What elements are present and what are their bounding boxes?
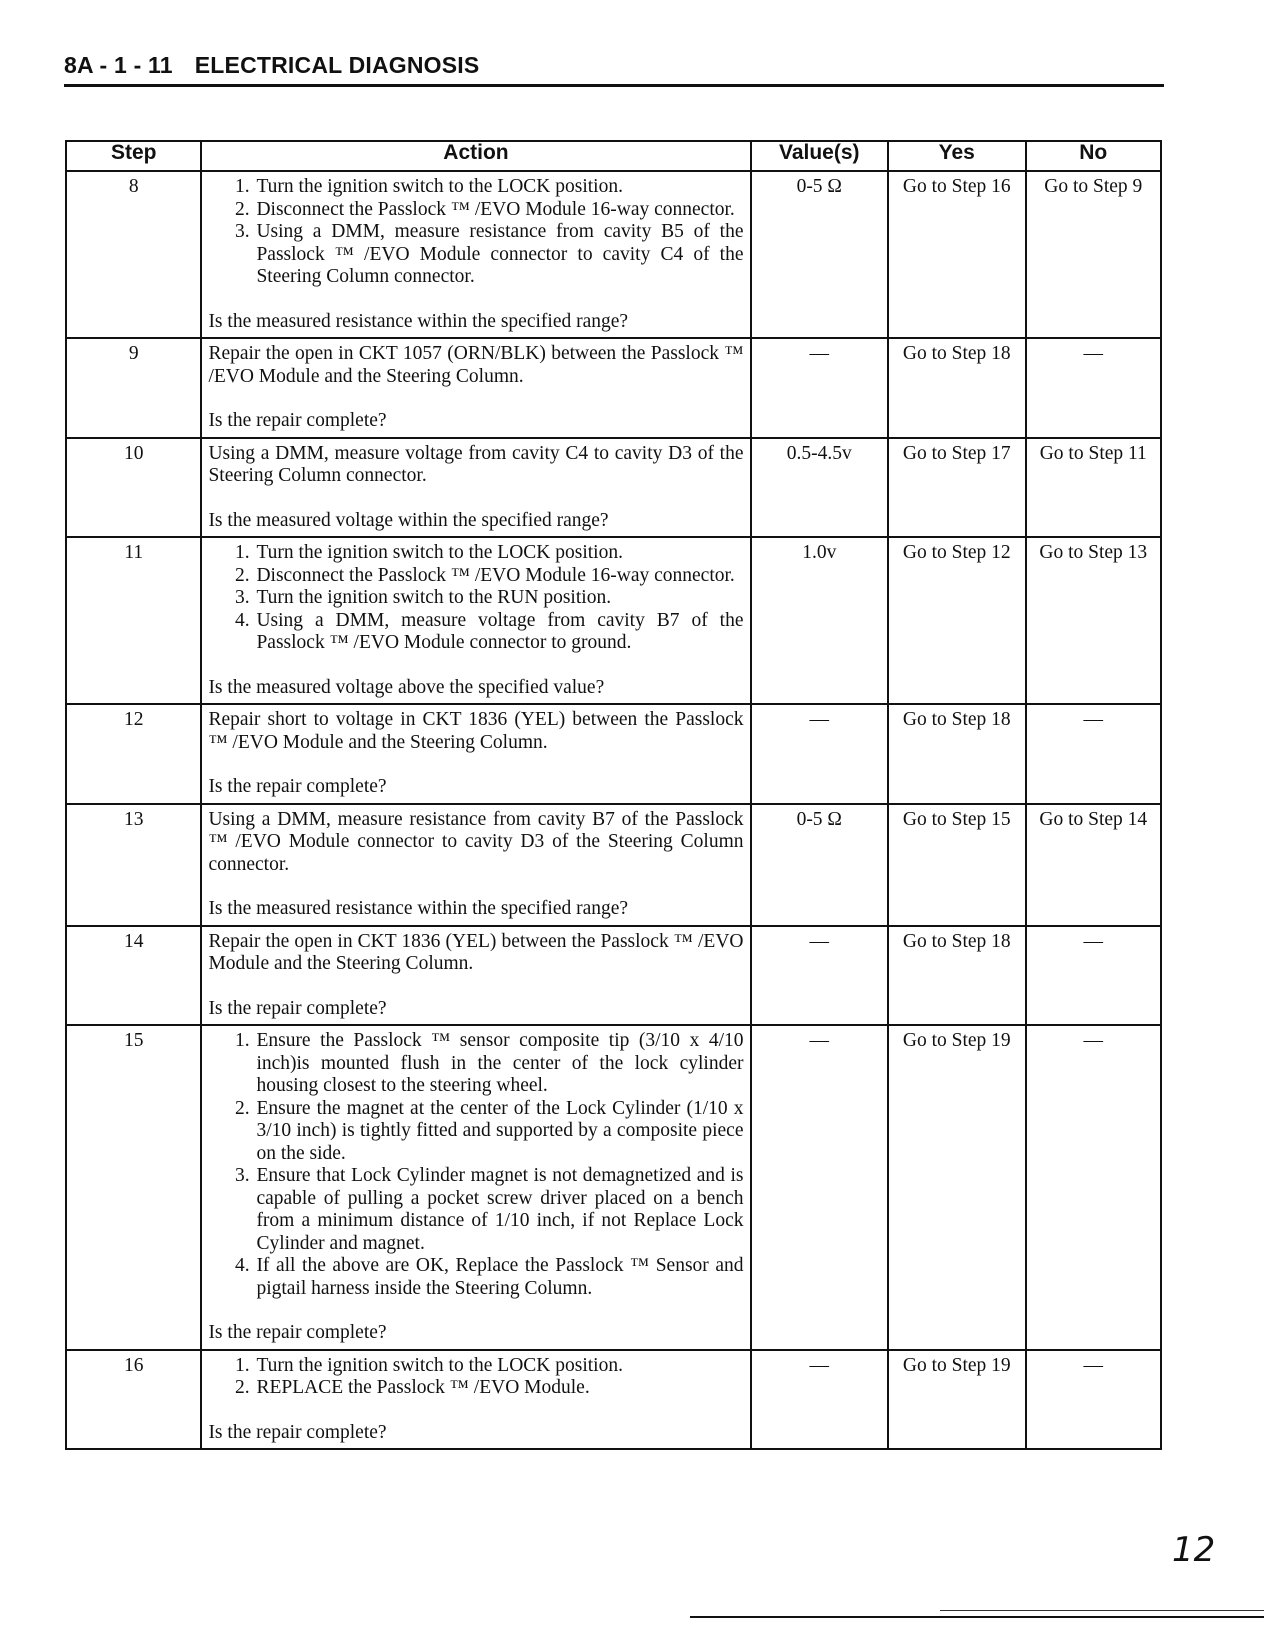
action-cell — [201, 171, 750, 338]
no-cell: — — [1026, 338, 1161, 438]
action-step-item: 1. Ensure the Passlock ™ sensor composite tip (3/10 x 4/10 inch)is mounted flush in the center of the lock cylinder housing closest to the steering wheel. — [254, 1030, 743, 1098]
action-cell — [201, 926, 750, 1026]
action-steps-list — [208, 1355, 743, 1400]
action-steps-list — [208, 542, 743, 655]
step-cell: 15 — [66, 1025, 201, 1350]
no-cell: — — [1026, 1025, 1161, 1350]
table-row — [66, 338, 1161, 438]
table-row — [66, 537, 1161, 704]
no-cell: Go to Step 11 — [1026, 438, 1161, 538]
column-header-action: Action — [201, 141, 750, 171]
no-cell: — — [1026, 704, 1161, 804]
action-text: Repair the open in CKT 1836 (YEL) between the Passlock ™ /EVO Module and the Steering Column. — [208, 930, 744, 974]
action-step-item: 3. Using a DMM, measure resistance from cavity B5 of the Passlock ™ /EVO Module connector to cavity C4 of the Steering Column connector. — [254, 221, 743, 289]
value-cell: — — [751, 704, 889, 804]
step-cell: 13 — [66, 804, 201, 926]
action-text: Using a DMM, measure resistance from cavity B7 of the Passlock ™ /EVO Module connector to cavity D3 of the Steering Column connector. — [208, 808, 744, 875]
action-question: Is the repair complete? — [208, 997, 387, 1019]
yes-cell: Go to Step 18 — [888, 338, 1026, 438]
yes-cell: Go to Step 19 — [888, 1025, 1026, 1350]
yes-cell: Go to Step 18 — [888, 926, 1026, 1026]
no-cell: Go to Step 14 — [1026, 804, 1161, 926]
action-cell — [201, 338, 750, 438]
action-cell — [201, 537, 750, 704]
action-step-item: 2. Disconnect the Passlock ™ /EVO Module 16-way connector. — [254, 565, 743, 588]
action-question: Is the measured voltage above the specified value? — [208, 676, 605, 698]
action-step-item: 1. Turn the ignition switch to the LOCK position. — [254, 176, 743, 199]
action-question: Is the measured resistance within the specified range? — [208, 310, 629, 332]
action-cell — [201, 1025, 750, 1350]
action-step-item: 3. Ensure that Lock Cylinder magnet is not demagnetized and is capable of pulling a pocket screw driver placed on a bench from a minimum distance of 1/10 inch, if not Replace Lock Cylinder and magnet. — [254, 1165, 743, 1255]
section-title: ELECTRICAL DIAGNOSIS — [194, 52, 480, 78]
step-cell: 14 — [66, 926, 201, 1026]
action-cell — [201, 804, 750, 926]
page-number: 12 — [1172, 1530, 1216, 1570]
value-cell: 1.0v — [751, 537, 889, 704]
action-cell — [201, 438, 750, 538]
action-text: Using a DMM, measure voltage from cavity C4 to cavity D3 of the Steering Column connector. — [208, 442, 744, 486]
action-step-item: 1. Turn the ignition switch to the LOCK position. — [254, 1355, 743, 1378]
no-cell: — — [1026, 926, 1161, 1026]
action-question: Is the measured voltage within the specified range? — [208, 509, 609, 531]
step-cell: 11 — [66, 537, 201, 704]
action-text: Repair the open in CKT 1057 (ORN/BLK) between the Passlock ™ /EVO Module and the Steering Column. — [208, 343, 744, 387]
footer-rule — [940, 1610, 1264, 1611]
action-steps-list — [208, 176, 743, 289]
step-cell: 10 — [66, 438, 201, 538]
no-cell: — — [1026, 1350, 1161, 1450]
table-header-row — [66, 141, 1161, 171]
no-cell: Go to Step 9 — [1026, 171, 1161, 338]
column-header-no: No — [1026, 141, 1161, 171]
value-cell: — — [751, 338, 889, 438]
yes-cell: Go to Step 12 — [888, 537, 1026, 704]
action-steps-list — [208, 1030, 743, 1300]
table-row — [66, 1025, 1161, 1350]
action-step-item: 2. REPLACE the Passlock ™ /EVO Module. — [254, 1377, 743, 1400]
action-step-item: 3. Turn the ignition switch to the RUN position. — [254, 587, 743, 610]
table-row — [66, 926, 1161, 1026]
action-cell — [201, 1350, 750, 1450]
yes-cell: Go to Step 19 — [888, 1350, 1026, 1450]
yes-cell: Go to Step 15 — [888, 804, 1026, 926]
action-step-item: 2. Disconnect the Passlock ™ /EVO Module 16-way connector. — [254, 199, 743, 222]
column-header-yes: Yes — [888, 141, 1026, 171]
step-cell: 16 — [66, 1350, 201, 1450]
no-cell: Go to Step 13 — [1026, 537, 1161, 704]
step-cell: 9 — [66, 338, 201, 438]
action-question: Is the repair complete? — [208, 776, 387, 797]
action-question: Is the measured resistance within the specified range? — [208, 898, 629, 919]
table-body — [66, 171, 1161, 1449]
value-cell: — — [751, 1350, 889, 1450]
table-row — [66, 171, 1161, 338]
section-number: 8A - 1 - 11 — [64, 52, 173, 78]
action-text: Repair short to voltage in CKT 1836 (YEL) between the Passlock ™ /EVO Module and the Steering Column. — [208, 709, 744, 753]
value-cell: — — [751, 926, 889, 1026]
value-cell: 0-5 Ω — [751, 804, 889, 926]
step-cell: 12 — [66, 704, 201, 804]
step-cell: 8 — [66, 171, 201, 338]
action-question: Is the repair complete? — [208, 1421, 387, 1443]
table-row — [66, 438, 1161, 538]
action-question: Is the repair complete? — [208, 410, 387, 431]
table-row — [66, 704, 1161, 804]
header-rule — [64, 84, 1164, 87]
yes-cell: Go to Step 16 — [888, 171, 1026, 338]
value-cell: 0.5-4.5v — [751, 438, 889, 538]
table-row — [66, 804, 1161, 926]
value-cell: — — [751, 1025, 889, 1350]
diagnosis-table — [65, 140, 1162, 1450]
table-row — [66, 1350, 1161, 1450]
page-header — [64, 52, 1164, 79]
action-cell — [201, 704, 750, 804]
column-header-values: Value(s) — [751, 141, 889, 171]
action-question: Is the repair complete? — [208, 1322, 387, 1343]
action-step-item: 4. Using a DMM, measure voltage from cavity B7 of the Passlock ™ /EVO Module connector to ground. — [254, 610, 743, 655]
footer-rule — [690, 1616, 1264, 1618]
action-step-item: 4. If all the above are OK, Replace the Passlock ™ Sensor and pigtail harness inside the Steering Column. — [254, 1255, 743, 1300]
yes-cell: Go to Step 17 — [888, 438, 1026, 538]
yes-cell: Go to Step 18 — [888, 704, 1026, 804]
action-step-item: 1. Turn the ignition switch to the LOCK position. — [254, 542, 743, 565]
column-header-step: Step — [66, 141, 201, 171]
action-step-item: 2. Ensure the magnet at the center of the Lock Cylinder (1/10 x 3/10 inch) is tightly fitted and supported by a composite piece on the side. — [254, 1098, 743, 1166]
value-cell: 0-5 Ω — [751, 171, 889, 338]
